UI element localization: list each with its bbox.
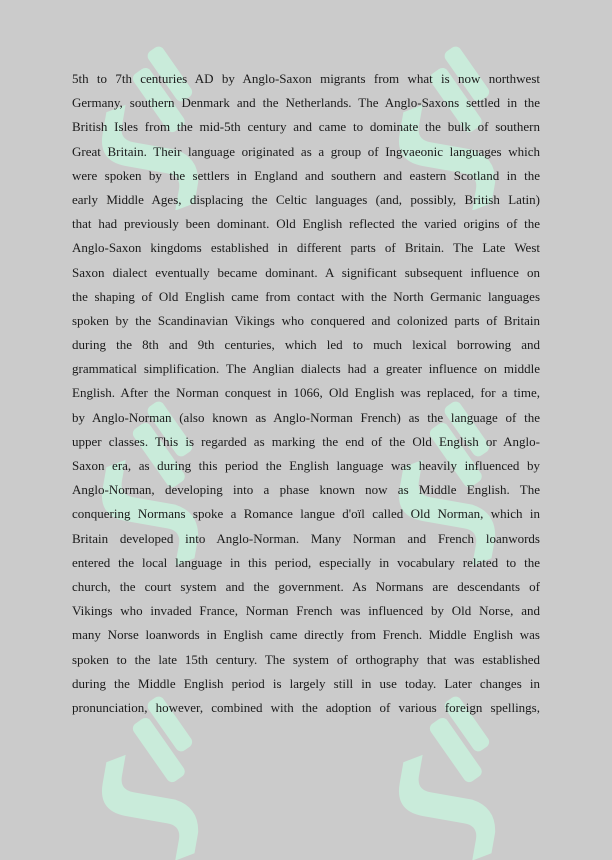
text-line: Saxon dialect eventually became dominant. A significant subsequent influence on bbox=[72, 264, 540, 280]
text-line: Germany, southern Denmark and the Netherlands. The Anglo-Saxons settled in the bbox=[72, 95, 540, 111]
text-line: spoken by the Scandinavian Vikings who conquered and colonized parts of Britain bbox=[72, 312, 540, 328]
text-line: were spoken by the settlers in England and southern and eastern Scotland in the bbox=[72, 167, 540, 183]
text-line: by Anglo-Norman (also known as Anglo-Norman French) as the language of the bbox=[72, 409, 540, 425]
text-line: Anglo-Saxon kingdoms established in different parts of Britain. The Late West bbox=[72, 240, 540, 256]
text-line: spoken to the late 15th century. The system of orthography that was established bbox=[72, 651, 540, 667]
text-line: during the Middle English period is largely still in use today. Later changes in bbox=[72, 675, 540, 691]
document-body-text bbox=[72, 67, 540, 720]
text-line: during the 8th and 9th centuries, which led to much lexical borrowing and bbox=[72, 337, 540, 353]
text-line: English. After the Norman conquest in 1066, Old English was replaced, for a time, bbox=[72, 385, 540, 401]
text-line: entered the local language in this period, especially in vocabulary related to the bbox=[72, 554, 540, 570]
text-line: church, the court system and the government. As Normans are descendants of bbox=[72, 578, 540, 594]
text-line: grammatical simplification. The Anglian dialects had a greater influence on middle bbox=[72, 361, 540, 377]
text-line: Great Britain. Their language originated as a group of Ingvaeonic languages which bbox=[72, 143, 540, 159]
text-line: 5th to 7th centuries AD by Anglo-Saxon migrants from what is now northwest bbox=[72, 71, 540, 86]
text-line: many Norse loanwords in English came directly from French. Middle English was bbox=[72, 627, 540, 643]
text-line: Vikings who invaded France, Norman French was influenced by Old Norse, and bbox=[72, 603, 540, 619]
text-line: Saxon era, as during this period the English language was heavily influenced by bbox=[72, 458, 540, 473]
text-line: early Middle Ages, displacing the Celtic languages (and, possibly, British Latin) bbox=[72, 191, 540, 207]
text-line: Anglo-Norman, developing into a phase known now as Middle English. The bbox=[72, 482, 540, 498]
text-line: pronunciation, however, combined with the adoption of various foreign spellings, bbox=[72, 699, 540, 715]
text-line: the shaping of Old English came from contact with the North Germanic languages bbox=[72, 288, 540, 304]
text-line: that had previously been dominant. Old English reflected the varied origins of the bbox=[72, 216, 540, 232]
text-line: Britain developed into Anglo-Norman. Many Norman and French loanwords bbox=[72, 530, 540, 546]
text-line: conquering Normans spoke a Romance langue d'oïl called Old Norman, which in bbox=[72, 506, 540, 522]
text-line: upper classes. This is regarded as marking the end of the Old English or Anglo- bbox=[72, 433, 540, 449]
text-line: British Isles from the mid-5th century and came to dominate the bulk of southern bbox=[72, 119, 540, 135]
